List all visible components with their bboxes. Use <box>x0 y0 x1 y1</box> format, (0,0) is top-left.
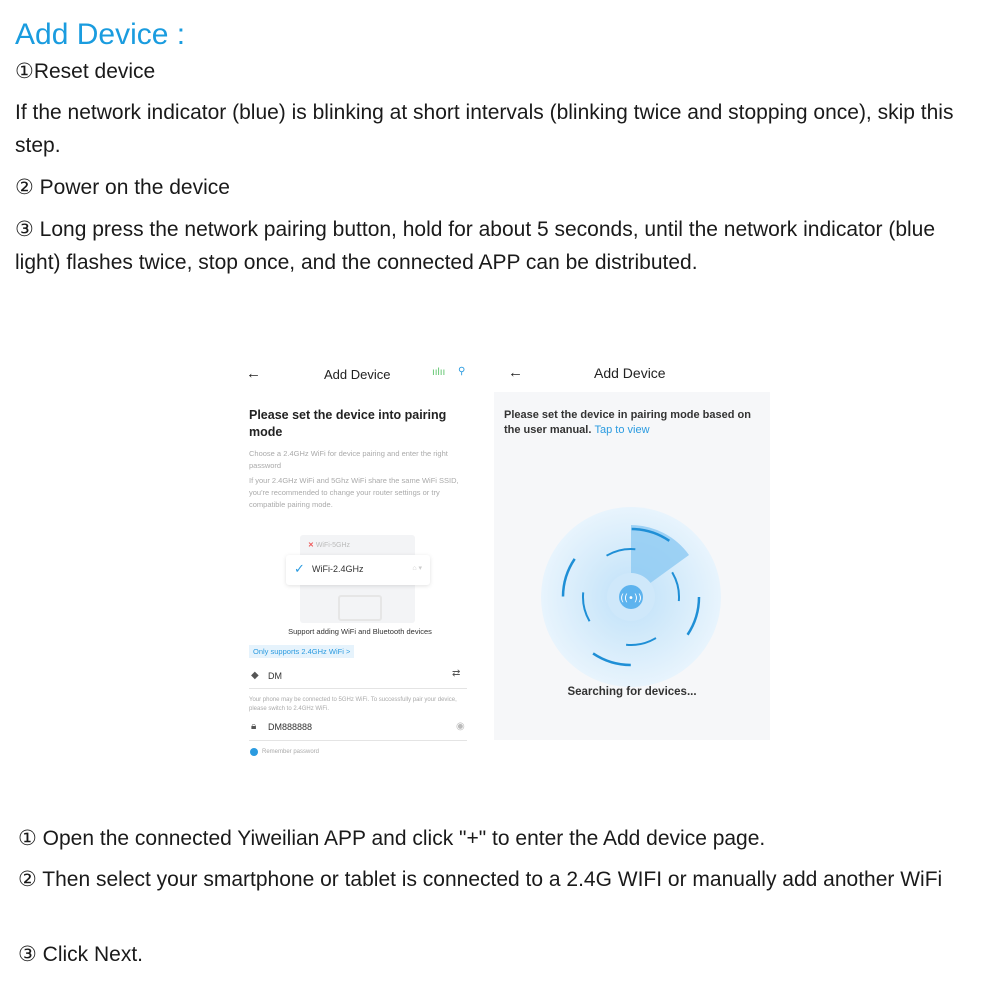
divider <box>249 688 467 689</box>
password-value[interactable]: DM888888 <box>268 722 313 732</box>
back-arrow-icon[interactable]: ← <box>508 364 523 381</box>
check-icon: ✓ <box>294 561 305 576</box>
switch-warning: Your phone may be connected to 5GHz WiFi. To successfully pair your device, please switch to 2.4GHz WiFi. <box>249 697 457 712</box>
step-select-wifi: ② Then select your smartphone or tablet is connected to a 2.4G WIFI or manually add another WiFi <box>18 868 943 891</box>
eye-icon[interactable]: ◉ <box>456 721 465 732</box>
wifi-24-option: ✓ WiFi-2.4GHz ⌂ ▾ <box>286 555 430 585</box>
back-arrow-icon[interactable]: ← <box>246 365 261 382</box>
divider <box>249 740 467 741</box>
screen-body <box>494 392 770 740</box>
hint-text-2: If your 2.4GHz WiFi and 5Ghz WiFi share the same WiFi SSID, you're recommended to change your router settings or try compatible pairing mode. <box>249 476 459 509</box>
screenshot-searching <box>494 355 770 740</box>
link-icon[interactable]: ⚲ <box>458 366 466 377</box>
support-text: Support adding WiFi and Bluetooth devices <box>288 627 432 636</box>
lock-icon: 🔒︎ <box>251 721 257 732</box>
searching-status: Searching for devices... <box>567 686 697 698</box>
hint-text-1: Choose a 2.4GHz WiFi for device pairing and enter the right password <box>249 449 448 470</box>
page-title: Add Device : <box>15 18 186 51</box>
svg-text:((•)): ((•)) <box>620 593 642 604</box>
switch-icon[interactable]: ⇄ <box>452 668 461 679</box>
x-icon: ✕ <box>308 542 314 549</box>
wifi-5g-option: ✕ WiFi-5GHz <box>308 542 351 549</box>
tap-to-view-link[interactable]: Tap to view <box>594 424 650 436</box>
remember-label: Remember password <box>262 749 320 755</box>
step-reset-note: If the network indicator (blue) is blinking at short intervals (blinking twice and stopping once), skip this step. <box>15 101 954 157</box>
step-open-app: ① Open the connected Yiweilian APP and click "+" to enter the Add device page. <box>18 827 766 850</box>
sound-wave-icon[interactable]: ıılıı <box>432 367 446 378</box>
step-long-press: ③ Long press the network pairing button, hold for about 5 seconds, until the network indicator (blue light) flashes twice, stop once, and the connected APP can be distributed. <box>15 218 936 274</box>
only-24-link[interactable]: Only supports 2.4GHz WiFi > <box>249 645 354 658</box>
screenshot-pairing-mode <box>240 355 480 770</box>
screen-title: Add Device <box>594 365 666 381</box>
step-reset: ①Reset device <box>15 60 156 83</box>
pairing-instruction: Please set the device in pairing mode based on the user manual. Tap to view <box>504 409 751 436</box>
remember-checkbox[interactable] <box>250 748 258 756</box>
router-shape <box>338 595 382 621</box>
pairing-heading: Please set the device into pairing mode <box>249 408 447 439</box>
lock-wifi-icon: ⌂ ▾ <box>412 565 422 572</box>
wifi-icon: ◆ <box>251 670 259 681</box>
step-click-next: ③ Click Next. <box>18 943 144 966</box>
ssid-value[interactable]: DM <box>268 671 282 681</box>
radar-animation <box>539 505 723 689</box>
wifi-illustration <box>294 535 422 623</box>
step-power: ② Power on the device <box>15 176 230 199</box>
screen-title: Add Device <box>324 367 391 382</box>
